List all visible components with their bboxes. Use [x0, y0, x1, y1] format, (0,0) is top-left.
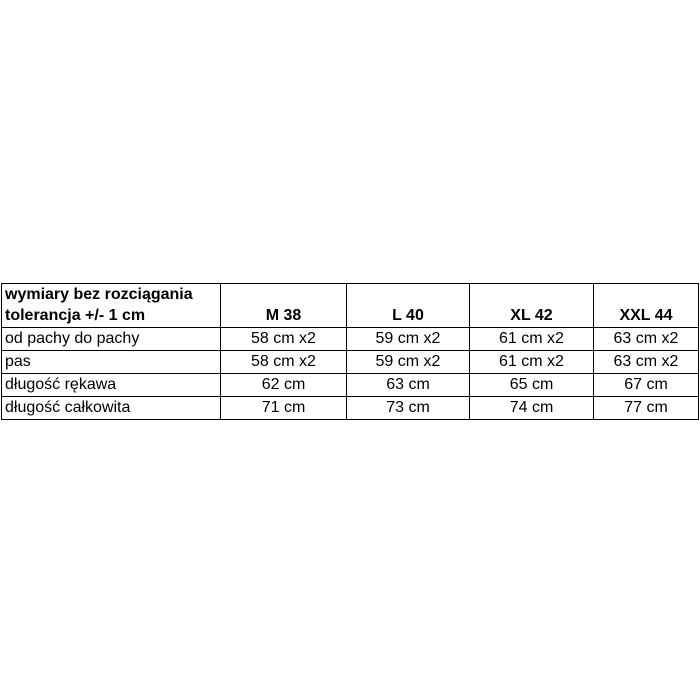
table-cell: 67 cm	[594, 374, 699, 397]
table-cell: 61 cm x2	[470, 328, 594, 351]
table-cell: 65 cm	[470, 374, 594, 397]
table-cell: 59 cm x2	[347, 351, 470, 374]
header-label-line1: wymiary bez rozciągania	[5, 286, 193, 303]
row-label: pas	[2, 351, 221, 374]
table-cell: 58 cm x2	[221, 351, 347, 374]
header-label-line2: tolerancja +/- 1 cm	[5, 307, 146, 324]
header-row	[2, 284, 699, 328]
table-row	[2, 351, 699, 374]
table-cell: 61 cm x2	[470, 351, 594, 374]
size-chart-table	[1, 283, 699, 420]
header-size-m: M 38	[221, 284, 347, 328]
table-cell: 63 cm x2	[594, 328, 699, 351]
table-cell: 73 cm	[347, 397, 470, 420]
table-cell: 71 cm	[221, 397, 347, 420]
header-size-l: L 40	[347, 284, 470, 328]
table-cell: 62 cm	[221, 374, 347, 397]
row-label: długość rękawa	[2, 374, 221, 397]
table-cell: 74 cm	[470, 397, 594, 420]
table-row	[2, 374, 699, 397]
table-cell: 63 cm x2	[594, 351, 699, 374]
header-size-xxl: XXL 44	[594, 284, 699, 328]
row-label: długość całkowita	[2, 397, 221, 420]
table-cell: 59 cm x2	[347, 328, 470, 351]
row-label: od pachy do pachy	[2, 328, 221, 351]
header-label-cell	[2, 284, 221, 328]
header-size-xl: XL 42	[470, 284, 594, 328]
table-cell: 58 cm x2	[221, 328, 347, 351]
table-row	[2, 328, 699, 351]
table-row	[2, 397, 699, 420]
table-cell: 77 cm	[594, 397, 699, 420]
table-cell: 63 cm	[347, 374, 470, 397]
